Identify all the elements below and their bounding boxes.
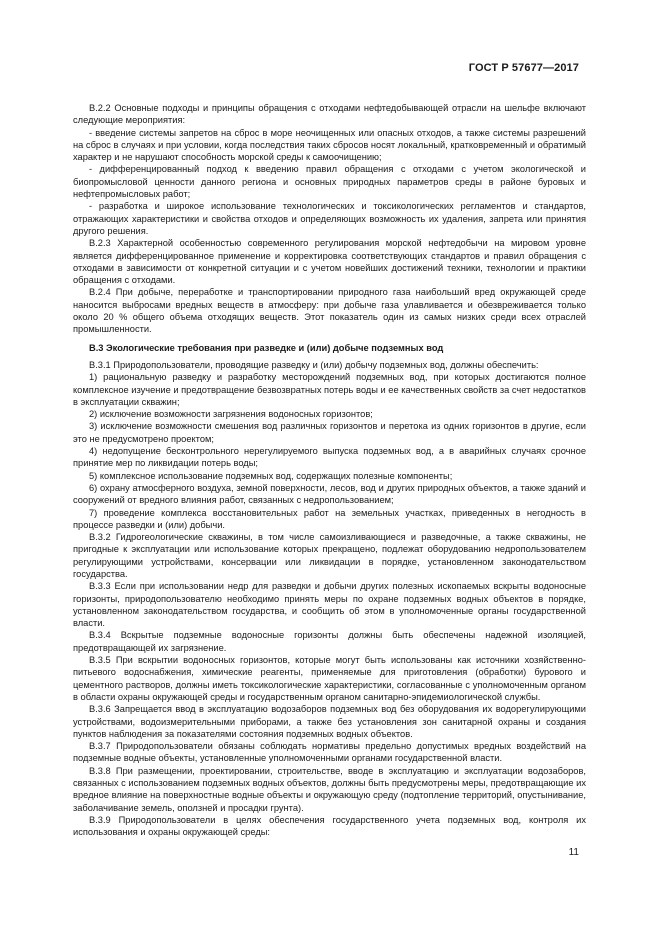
clause-b31-item: 6) охрану атмосферного воздуха, земной поверхности, лесов, вод и других природных объектов, а также зданий и сооружений от вредного влияния работ, связанных с недропользованием; — [73, 482, 586, 506]
clause-b22-intro: В.2.2 Основные подходы и принципы обращения с отходами нефтедобывающей отрасли на шельфе включают следующие мероприятия: — [73, 103, 586, 126]
clause-b23: В.2.3 Характерной особенностью современного регулирования морской нефтедобычи на мировом уровне является дифференцированное применение и корректировка соответствующих стандартов и правил обращения с отходами в зависимости от конкретной ситуации и с учетом новейших достижений техники, технологии и практики обращения с отходами. — [73, 238, 586, 286]
clause-b22-item: - введение системы запретов на сброс в море неочищенных или опасных отходов, а также системы разрешений на сброс в случаях и при условии, когда последствия таких сбросов носят локальный, кратковременный и обратимый характер и не нарушают способность морской среды к самоочищению; — [73, 127, 586, 163]
clause-b31-item: 2) исключение возможности загрязнения водоносных горизонтов; — [89, 409, 373, 420]
page-number: 11 — [568, 847, 579, 858]
clause-b31-item: 5) комплексное использование подземных вод, содержащих полезные компоненты; — [89, 470, 453, 481]
clause-b37: В.3.7 Природопользователи обязаны соблюдать нормативы предельно допустимых вредных воздействий на подземные водные объекты, установленные уполномоченными органами государственной власти. — [73, 741, 586, 764]
clause-b31-item: 4) недопущение бесконтрольного нерегулируемого выпуска подземных вод, а в аварийных случаях срочное принятие мер по ликвидации потерь воды; — [73, 446, 586, 469]
clause-b22-item: - дифференцированный подход к введению правил обращения с отходами с учетом экологической и биопромысловой ценности данного региона и основных природных параметров среды в районе буровых и нефтепромысловых работ; — [73, 164, 586, 200]
clause-b31-item: 1) рациональную разведку и разработку месторождений подземных вод, при которых достигаются полное комплексное изучение и предотвращение безвозвратных потерь воды и ее качественных свойств за счет недостатков в эксплуатации скважин; — [73, 372, 586, 407]
clause-b39: В.3.9 Природопользователи в целях обеспечения государственного учета подземных вод, контроля их использования и охраны окружающей среды: — [73, 814, 586, 838]
clause-b38: В.3.8 При размещении, проектировании, строительстве, вводе в эксплуатацию и эксплуатации водозаборов, связанных с использованием подземных водных объектов, должны быть предусмотрены меры, предотвращающие их вредное влияние на поверхностные водные объекты и окружающую среду (подтопление территорий, опустынивание, заболачивание земель, оползней и просадки грунта). — [73, 765, 586, 813]
clause-b35: В.3.5 При вскрытии водоносных горизонтов, которые могут быть использованы как источники хозяйственно-питьевого водоснабжения, химические реагенты, применяемые для приготовления (обработки) бурового и цементного растворов, должны иметь токсикологические характеристики, согласованные с уполномоченным органом в области охраны окружающей среды и государственным органом санитарно-эпидемиологической службы. — [73, 655, 586, 702]
clause-b34: В.3.4 Вскрытые подземные водоносные горизонты должны быть обеспечены надежной изоляцией, предотвращающей их загрязнение. — [73, 630, 586, 653]
section-heading-b3: В.3 Экологические требования при разведке и (или) добыче подземных вод — [89, 342, 444, 353]
clause-b36: В.3.6 Запрещается ввод в эксплуатацию водозаборов подземных вод без оборудования их водорегулирующими устройствами, водоизмерительными приборами, а также без установления зон санитарной охраны и создания пунктов наблюдения за показателями состояния подземных водных объектов. — [73, 704, 586, 739]
document-id: ГОСТ Р 57677—2017 — [468, 62, 579, 74]
clause-b32: В.3.2 Гидрогеологические скважины, в том числе самоизливающиеся и разведочные, а также скважины, не пригодные к эксплуатации или использование которых прекращено, подлежат оборудованию недропользователем регулирующими устройствами, консервации или ликвидации в порядке, установленном законодательством государства. — [73, 532, 586, 579]
clause-b24: В.2.4 При добыче, переработке и транспортировании природного газа наибольший вред окружающей среде наносится выбросами вредных веществ в атмосферу: при добыче газа улавливается и обезвреживается только около 20 % общего объема отходящих веществ. Этот показатель один из самых низких среди всех отраслей промышленности. — [73, 287, 586, 335]
clause-b31-item: 3) исключение возможности смешения вод различных горизонтов и перетока из одних горизонтов в другие, если это не предусмотрено проектом; — [73, 421, 586, 444]
clause-b22-item: - разработка и широкое использование технологических и токсикологических регламентов и стандартов, отражающих характеристики и свойства отходов и определяющих возможность их удаления, запрета или принятия другого решения. — [73, 201, 586, 236]
clause-b31-intro: В.3.1 Природопользователи, проводящие разведку и (или) добычу подземных вод, должны обеспечить: — [89, 359, 539, 370]
clause-b31-item: 7) проведение комплекса восстановительных работ на земельных участках, приведенных в негодность в процессе разведки и (или) добычи. — [73, 507, 586, 530]
clause-b33: В.3.3 Если при использовании недр для разведки и добычи других полезных ископаемых вскрыты водоносные горизонты, природопользователю необходимо принять меры по охране подземных водных объектов в порядке, установленном законодательством государства, и сообщить об этом в уполномоченные органы государственной власти. — [73, 581, 586, 629]
document-body — [73, 102, 586, 839]
